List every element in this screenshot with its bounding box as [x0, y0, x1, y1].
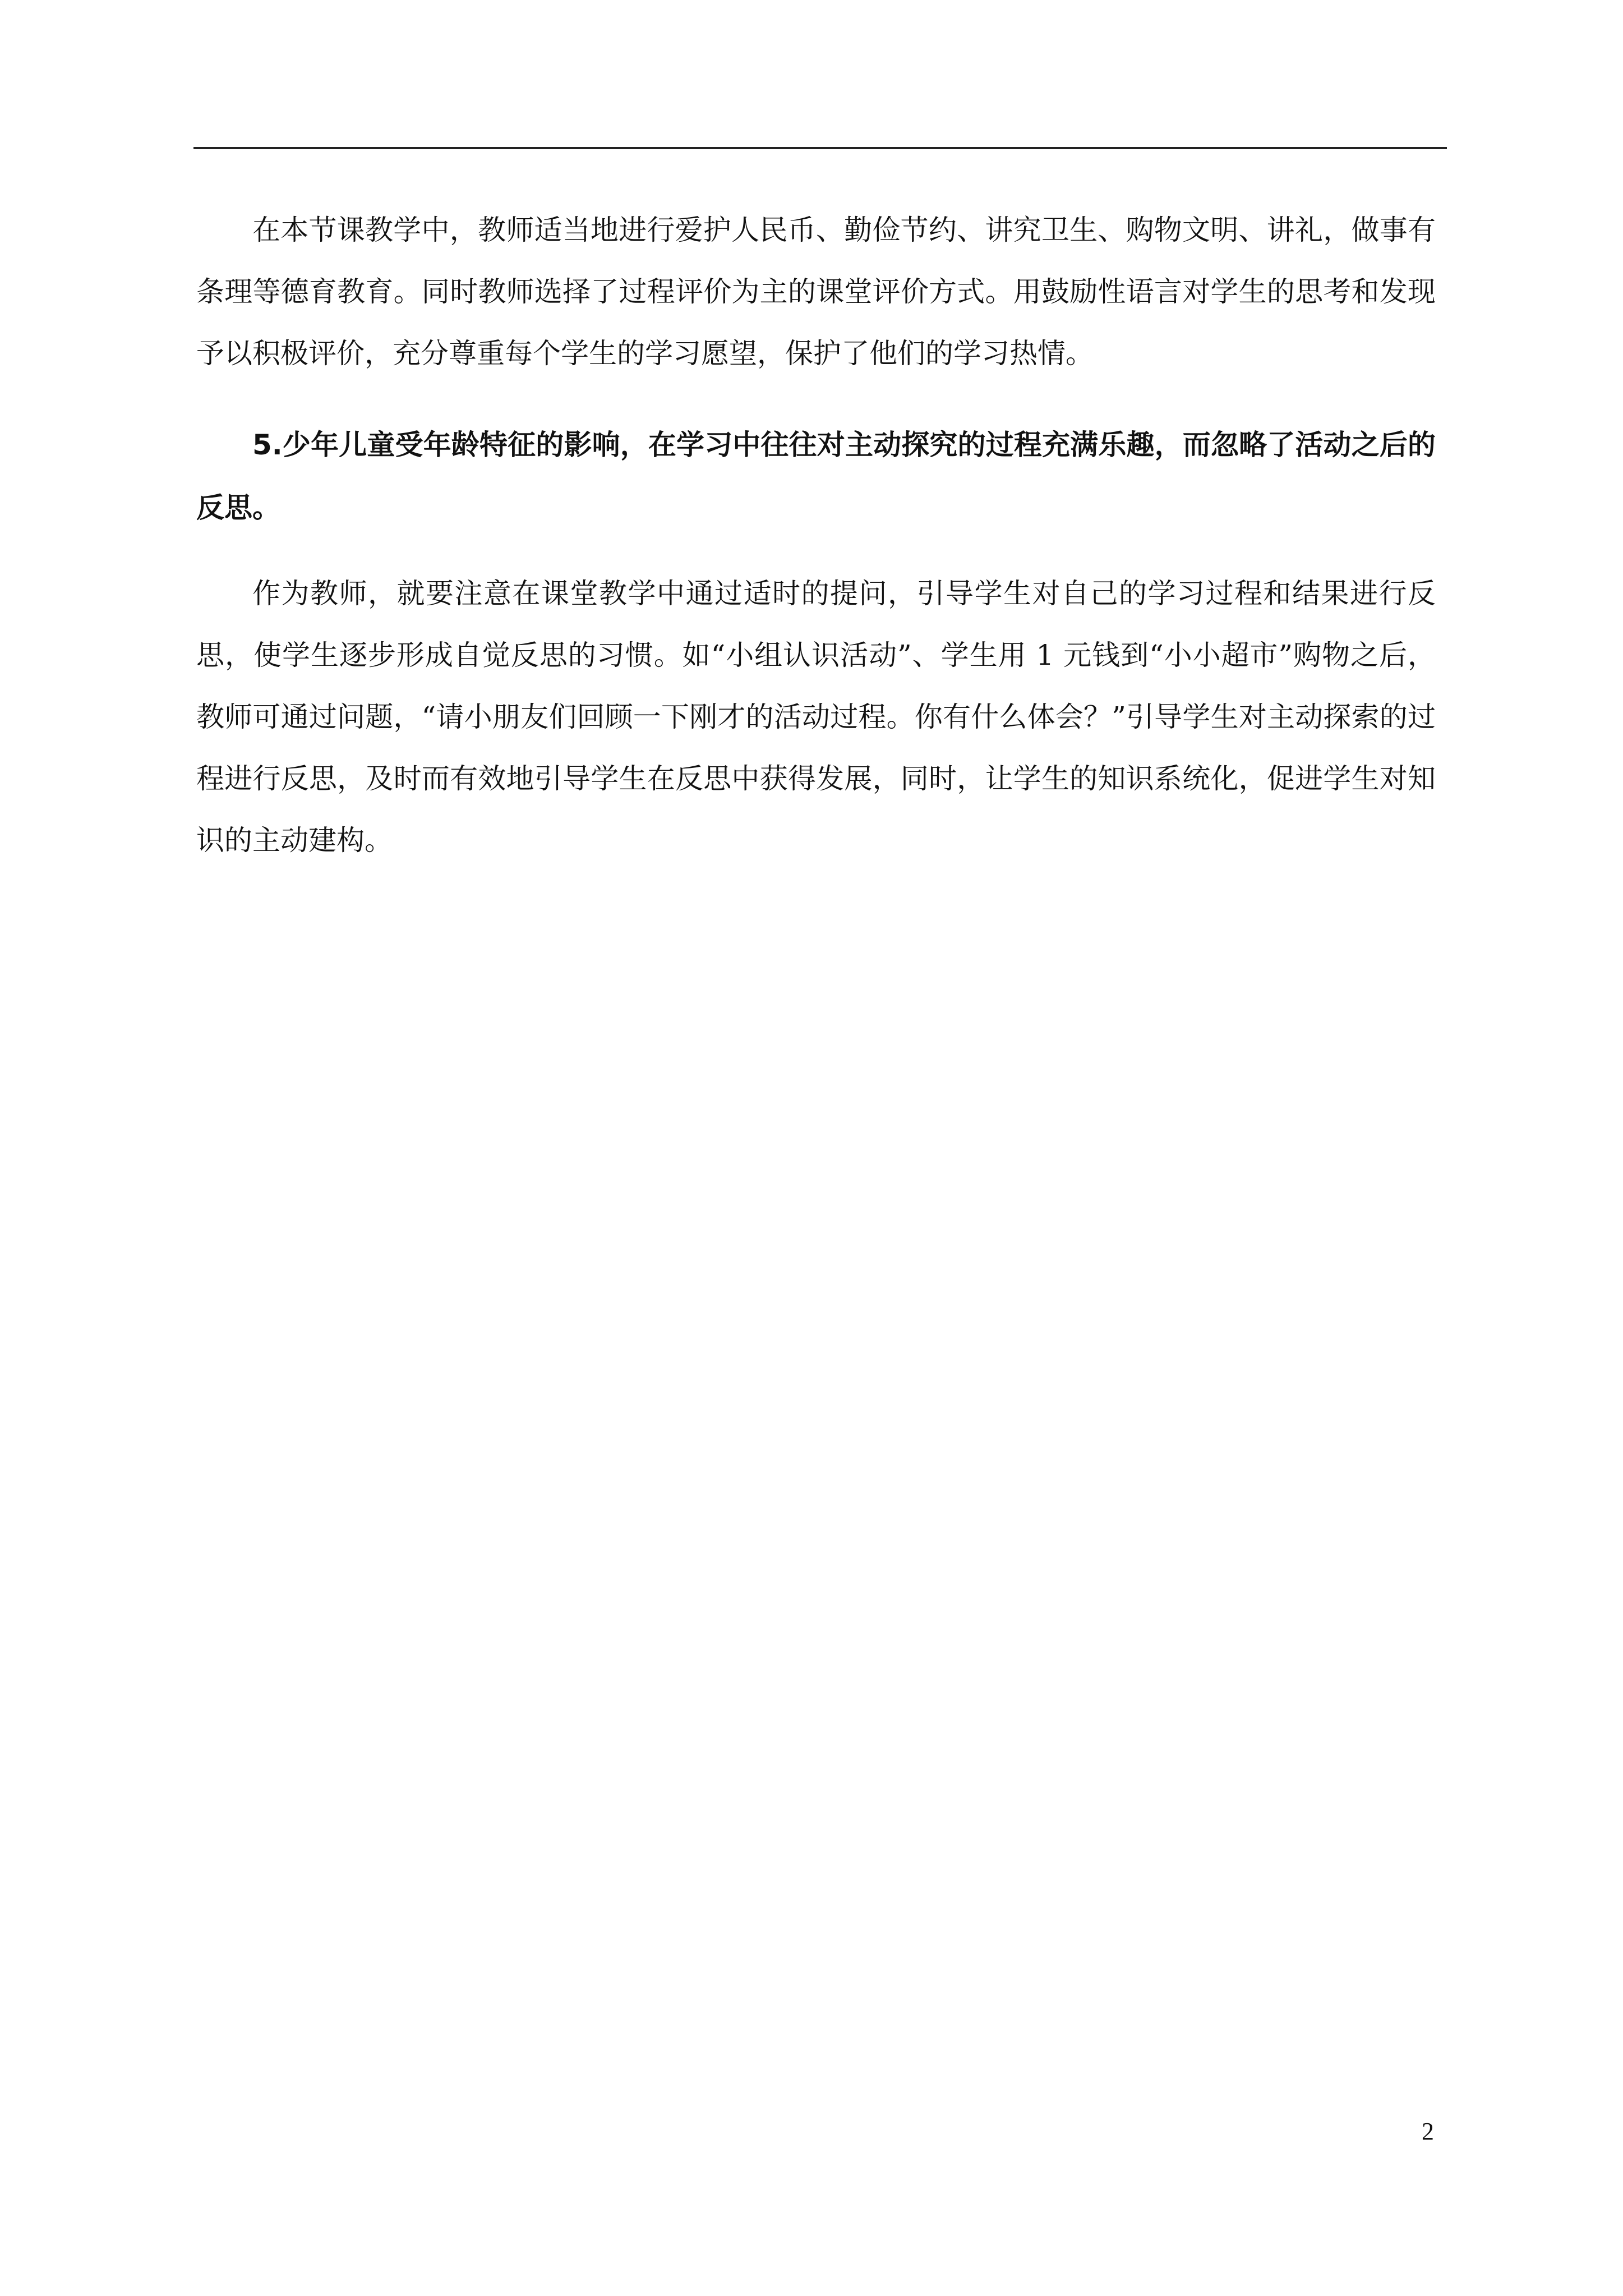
document-body [196, 199, 1436, 871]
paragraph-moral-education: 在本节课教学中，教师适当地进行爱护人民币、勤俭节约、讲究卫生、购物文明、讲礼，做事有条理等德育教育。同时教师选择了过程评价为主的课堂评价方式。用鼓励性语言对学生的思考和发现予以积极评价，充分尊重每个学生的学习愿望，保护了他们的学习热情。 [196, 214, 1436, 370]
section-heading-5: 5.少年儿童受年龄特征的影响，在学习中往往对主动探究的过程充满乐趣，而忽略了活动之后的反思。 [196, 429, 1436, 524]
page-number: 2 [1422, 2118, 1434, 2145]
header-rule [193, 147, 1447, 149]
paragraph-reflection: 作为教师，就要注意在课堂教学中通过适时的提问，引导学生对自己的学习过程和结果进行反思，使学生逐步形成自觉反思的习惯。如“小组认识活动”、学生用 1 元钱到“小小超市”购物之后，教师可通过问题，“请小朋友们回顾一下刚才的活动过程。你有什么体会？”引导学生对主动探索的过程进行反思，及时而有效地引导学生在反思中获得发展，同时，让学生的知识系统化，促进学生对知识的主动建构。 [196, 577, 1436, 857]
